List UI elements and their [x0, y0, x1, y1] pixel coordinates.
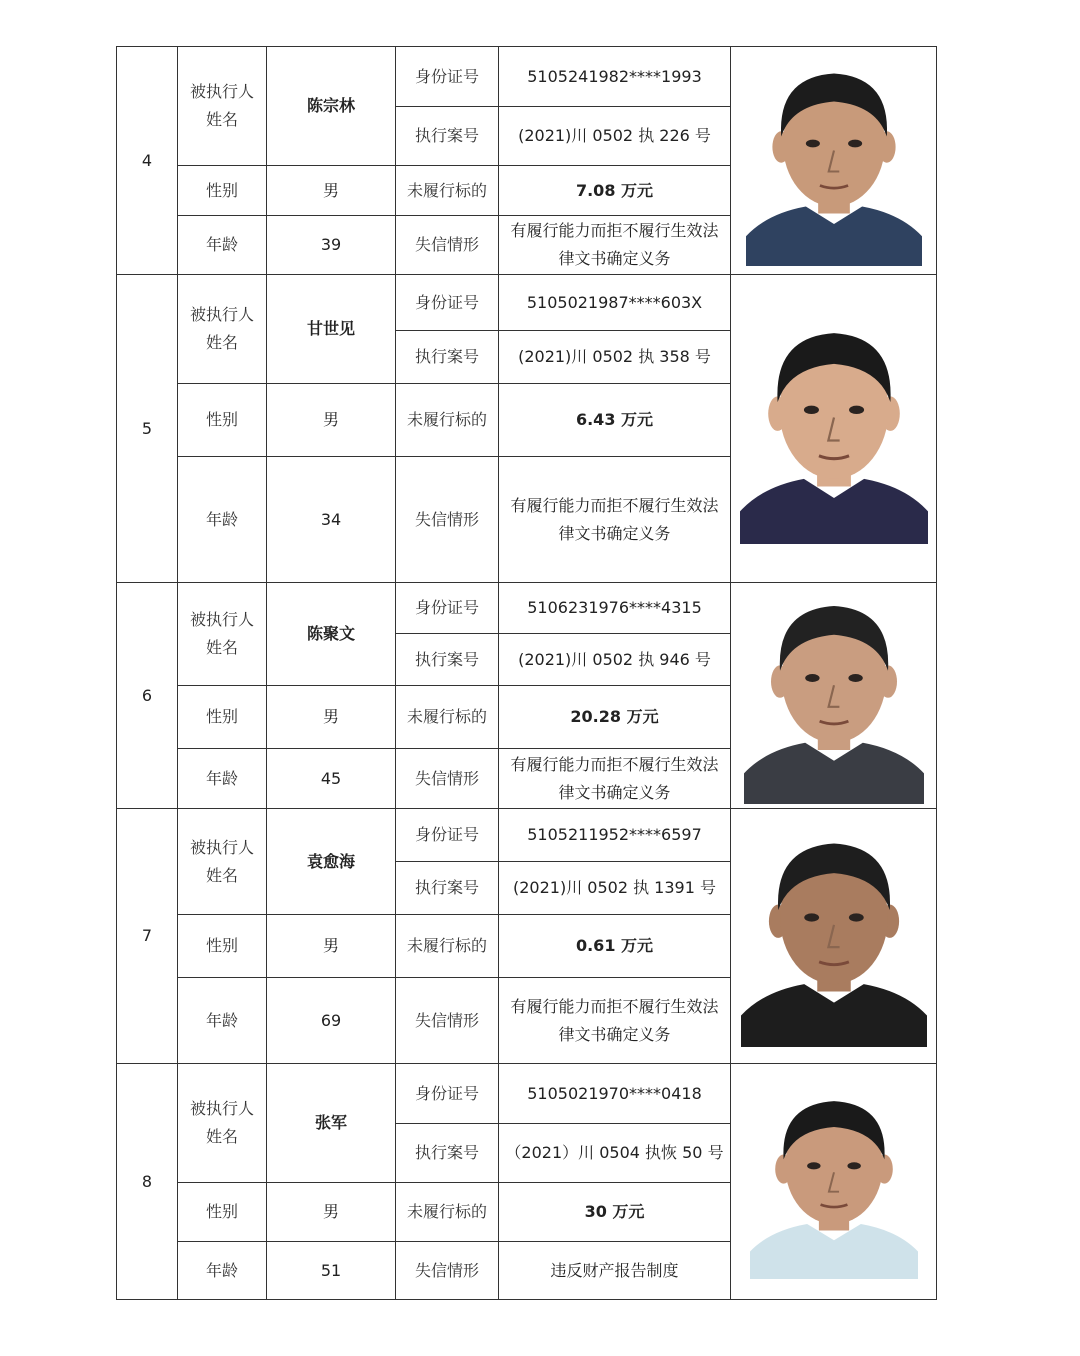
- situation-value: 有履行能力而拒不履行生效法律文书确定义务: [499, 749, 731, 809]
- photo-eye-right: [848, 139, 862, 147]
- situation-label: 失信情形: [396, 978, 499, 1064]
- name-label: 被执行人姓名: [178, 809, 267, 915]
- amount-value: 6.43 万元: [499, 384, 731, 457]
- age-label: 年龄: [178, 749, 267, 809]
- situation-label: 失信情形: [396, 749, 499, 809]
- case-number: (2021)川 0502 执 1391 号: [499, 862, 731, 915]
- id-number: 5105211952****6597: [499, 809, 731, 862]
- gender-label: 性别: [178, 1183, 267, 1242]
- age-label: 年龄: [178, 978, 267, 1064]
- situation-value: 有履行能力而拒不履行生效法律文书确定义务: [499, 216, 731, 275]
- photo-eye-left: [805, 139, 819, 147]
- amount-label: 未履行标的: [396, 384, 499, 457]
- amount-label: 未履行标的: [396, 166, 499, 216]
- photo-cell: [731, 583, 937, 809]
- id-label: 身份证号: [396, 47, 499, 107]
- photo-eye-right: [847, 1162, 860, 1169]
- case-label: 执行案号: [396, 331, 499, 384]
- case-number: (2021)川 0502 执 226 号: [499, 107, 731, 166]
- record-row: [117, 275, 937, 331]
- table-body: [117, 47, 937, 1300]
- record-number: 7: [117, 809, 178, 1064]
- portrait-photo: [750, 1085, 918, 1279]
- gender-label: 性别: [178, 686, 267, 749]
- id-number: 5105021987****603X: [499, 275, 731, 331]
- gender-label: 性别: [178, 166, 267, 216]
- id-number: 5106231976****4315: [499, 583, 731, 634]
- id-number: 5105241982****1993: [499, 47, 731, 107]
- name-label: 被执行人姓名: [178, 47, 267, 166]
- gender-label: 性别: [178, 384, 267, 457]
- photo-eye-left: [805, 674, 819, 682]
- id-number: 5105021970****0418: [499, 1064, 731, 1124]
- age-value: 34: [267, 457, 396, 583]
- situation-label: 失信情形: [396, 1242, 499, 1300]
- amount-value: 0.61 万元: [499, 915, 731, 978]
- person-name: 甘世见: [267, 275, 396, 384]
- age-label: 年龄: [178, 216, 267, 275]
- id-label: 身份证号: [396, 583, 499, 634]
- record-row: [117, 47, 937, 107]
- name-label: 被执行人姓名: [178, 1064, 267, 1183]
- record-number: 8: [117, 1064, 178, 1300]
- amount-value: 20.28 万元: [499, 686, 731, 749]
- photo-eye-left: [807, 1162, 820, 1169]
- portrait-photo: [741, 825, 927, 1047]
- situation-value: 有履行能力而拒不履行生效法律文书确定义务: [499, 978, 731, 1064]
- person-name: 陈宗林: [267, 47, 396, 166]
- photo-eye-right: [848, 913, 863, 921]
- person-name: 袁愈海: [267, 809, 396, 915]
- person-name: 陈聚文: [267, 583, 396, 686]
- record-number: 5: [117, 275, 178, 583]
- gender-label: 性别: [178, 915, 267, 978]
- case-label: 执行案号: [396, 862, 499, 915]
- photo-cell: [731, 275, 937, 583]
- person-name: 张军: [267, 1064, 396, 1183]
- age-value: 51: [267, 1242, 396, 1300]
- age-value: 39: [267, 216, 396, 275]
- amount-value: 30 万元: [499, 1183, 731, 1242]
- amount-label: 未履行标的: [396, 686, 499, 749]
- record-number: 4: [117, 47, 178, 275]
- name-label: 被执行人姓名: [178, 275, 267, 384]
- gender-value: 男: [267, 686, 396, 749]
- case-number: (2021)川 0502 执 358 号: [499, 331, 731, 384]
- id-label: 身份证号: [396, 275, 499, 331]
- case-number: (2021)川 0502 执 946 号: [499, 634, 731, 686]
- gender-value: 男: [267, 166, 396, 216]
- photo-eye-left: [803, 405, 818, 413]
- photo-cell: [731, 1064, 937, 1300]
- portrait-photo: [744, 588, 924, 804]
- photo-eye-left: [804, 913, 819, 921]
- gender-value: 男: [267, 384, 396, 457]
- age-label: 年龄: [178, 1242, 267, 1300]
- record-row: [117, 1064, 937, 1124]
- age-value: 69: [267, 978, 396, 1064]
- amount-label: 未履行标的: [396, 915, 499, 978]
- case-number: （2021）川 0504 执恢 50 号: [499, 1124, 731, 1183]
- portrait-photo: [740, 314, 928, 544]
- amount-label: 未履行标的: [396, 1183, 499, 1242]
- photo-eye-right: [849, 405, 864, 413]
- situation-value: 违反财产报告制度: [499, 1242, 731, 1300]
- record-row: [117, 583, 937, 634]
- id-label: 身份证号: [396, 809, 499, 862]
- photo-eye-right: [848, 674, 862, 682]
- situation-value: 有履行能力而拒不履行生效法律文书确定义务: [499, 457, 731, 583]
- age-label: 年龄: [178, 457, 267, 583]
- situation-label: 失信情形: [396, 216, 499, 275]
- portrait-photo: [746, 56, 922, 266]
- record-row: [117, 809, 937, 862]
- amount-value: 7.08 万元: [499, 166, 731, 216]
- photo-cell: [731, 809, 937, 1064]
- age-value: 45: [267, 749, 396, 809]
- gender-value: 男: [267, 915, 396, 978]
- gender-value: 男: [267, 1183, 396, 1242]
- case-label: 执行案号: [396, 634, 499, 686]
- name-label: 被执行人姓名: [178, 583, 267, 686]
- dishonest-persons-table: [116, 46, 937, 1300]
- photo-cell: [731, 47, 937, 275]
- record-number: 6: [117, 583, 178, 809]
- situation-label: 失信情形: [396, 457, 499, 583]
- case-label: 执行案号: [396, 1124, 499, 1183]
- id-label: 身份证号: [396, 1064, 499, 1124]
- case-label: 执行案号: [396, 107, 499, 166]
